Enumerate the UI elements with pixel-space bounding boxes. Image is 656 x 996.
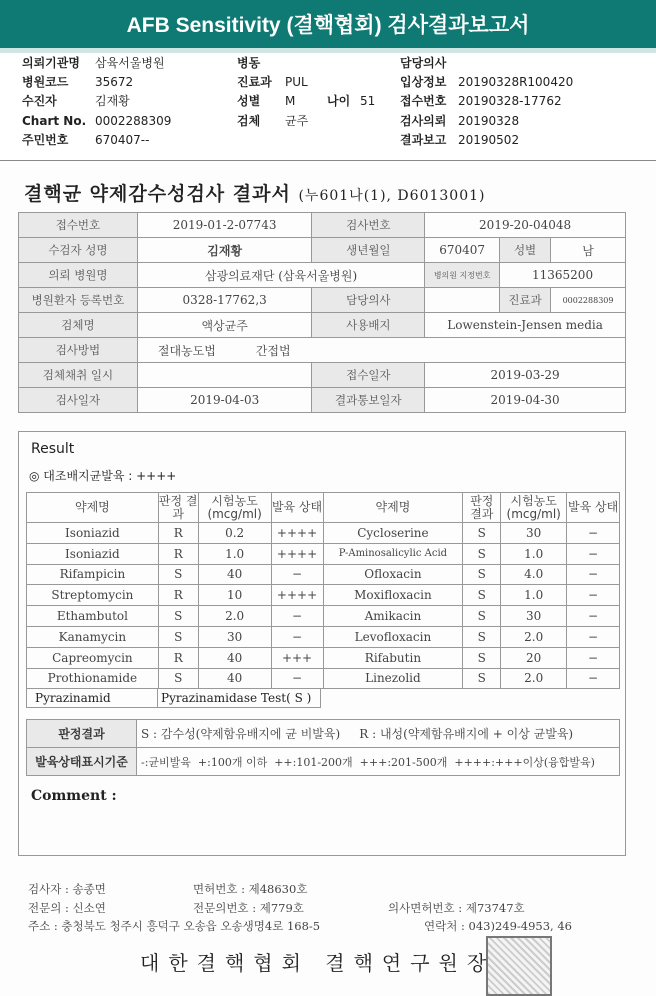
cell-label: 수검자 성명 (19, 238, 138, 263)
growth-value: − (567, 543, 620, 564)
info-row (237, 55, 285, 72)
result-label: Result (31, 441, 75, 457)
table-row (27, 626, 620, 647)
info-label: 접수번호 (400, 94, 447, 108)
drug-name: Amikacin (323, 606, 463, 627)
cell-value: 0002288309 (551, 288, 626, 313)
comment-label: Comment : (31, 788, 117, 804)
method-absolute: 절대농도법 (157, 343, 216, 358)
header-growth: 발육 상태 (271, 493, 323, 523)
conc-value: 2.0 (501, 626, 567, 647)
drug-name: Levofloxacin (323, 626, 463, 647)
header-drug: 약제명 (323, 493, 463, 523)
info-value: 670407-- (95, 133, 150, 147)
judge-value: R (158, 523, 198, 544)
info-label: 검사의뢰 (400, 114, 447, 128)
info-row (22, 55, 165, 72)
judge-value: S (463, 647, 501, 668)
info-label: 수진자 (22, 94, 57, 108)
info-label: 검체 (237, 114, 261, 128)
info-row (400, 113, 519, 130)
drug-name: Isoniazid (27, 523, 159, 544)
drug-name: Cycloserine (323, 523, 463, 544)
cell-label: 검체채취 일시 (19, 363, 138, 388)
info-value: 35672 (95, 75, 134, 89)
conc-value: 40 (198, 668, 271, 689)
cell-value: 11365200 (500, 263, 626, 288)
conc-value: 0.2 (198, 523, 271, 544)
report-title (24, 179, 485, 206)
info-label: 담당의사 (400, 56, 447, 70)
header-conc: 시험농도 (mcg/ml) (501, 493, 567, 523)
conc-value: 4.0 (501, 564, 567, 585)
drug-name: Moxifloxacin (323, 585, 463, 606)
info-label: 의뢰기관명 (22, 56, 80, 70)
cell-divider (157, 689, 158, 708)
cell-label: 병원환자 등록번호 (19, 288, 138, 313)
conc-value: 40 (198, 564, 271, 585)
judge-value: S (463, 585, 501, 606)
judge-value: S (158, 668, 198, 689)
judge-value: R (158, 543, 198, 564)
cell-value: Lowenstein-Jensen media (425, 313, 626, 338)
info-row (400, 132, 519, 149)
info-value: 20190328-17762 (458, 94, 562, 108)
cell-value: 0328-17762,3 (137, 288, 312, 313)
report-title-code: (누601나(1), D6013001) (298, 188, 486, 204)
result-box (18, 431, 626, 856)
info-row (22, 93, 130, 110)
info-value: 20190502 (458, 133, 520, 147)
info-value: 20190328R100420 (458, 75, 574, 89)
growth-value: − (567, 606, 620, 627)
address: 주소 : 충청북도 청주시 흥덕구 오송읍 오송생명4로 168-5 (28, 919, 321, 933)
growth-std-text: -:균비발육 +:100개 이하 ++:101-200개 +++:201-500개 ++++:+++이상(융합발육) (137, 748, 620, 776)
pyrazinamide-row (26, 688, 321, 708)
table-row (27, 668, 620, 689)
drug-name: Prothionamide (27, 668, 159, 689)
cell-value: 2019-20-04048 (425, 213, 626, 238)
cell-label: 검사번호 (312, 213, 425, 238)
growth-value: − (271, 606, 323, 627)
table-row (27, 543, 620, 564)
info-label: 입상정보 (400, 75, 447, 89)
cell-label: 검체명 (19, 313, 138, 338)
header-divider (0, 48, 656, 53)
cell-label: 접수번호 (19, 213, 138, 238)
info-label: 결과보고 (400, 133, 447, 147)
cell-value: 670407 (425, 238, 500, 263)
drug-name: Isoniazid (27, 543, 159, 564)
cell-label: 검사방법 (19, 338, 138, 363)
drug-name: P-Aminosalicylic Acid (323, 543, 463, 564)
growth-value: − (271, 626, 323, 647)
judgement-label: 판정결과 (27, 720, 137, 748)
judge-value: S (158, 606, 198, 627)
cell-value: 2019-01-2-07743 (137, 213, 312, 238)
specialist: 전문의 : 신소연 (28, 901, 106, 915)
growth-value: − (271, 564, 323, 585)
info-row (237, 93, 295, 110)
info-row (237, 113, 308, 130)
growth-value: − (567, 626, 620, 647)
cell-value: 남 (551, 238, 626, 263)
info-label: 병동 (237, 56, 261, 70)
cell-value (137, 363, 312, 388)
growth-value: − (567, 523, 620, 544)
header-judge: 판정 결과 (463, 493, 501, 523)
drug-name: Rifabutin (323, 647, 463, 668)
cell-value: 액상균주 (137, 313, 312, 338)
info-label: 진료과 (237, 75, 272, 89)
info-label: Chart No. (22, 114, 87, 128)
growth-value: − (271, 668, 323, 689)
conc-value: 1.0 (198, 543, 271, 564)
table-row (27, 585, 620, 606)
info-label: 병원코드 (22, 75, 69, 89)
info-label: 성별 (237, 94, 261, 108)
info-value: 0002288309 (95, 114, 172, 128)
growth-value: ++++ (271, 523, 323, 544)
drug-name: Rifampicin (27, 564, 159, 585)
judge-value: S (463, 606, 501, 627)
specialist-no: 전문의번호 : 제779호 (193, 901, 304, 915)
info-label: 주민번호 (22, 133, 69, 147)
header-judge: 판정 결과 (158, 493, 198, 521)
conc-value: 30 (501, 523, 567, 544)
judge-value: S (463, 523, 501, 544)
report-title-text: 결핵균 약제감수성검사 결과서 (24, 183, 291, 205)
drug-name: Capreomycin (27, 647, 159, 668)
drug-name: Ethambutol (27, 606, 159, 627)
official-seal (486, 936, 552, 996)
info-row (400, 55, 458, 72)
info-row (400, 74, 573, 91)
drug-result-table (26, 492, 620, 689)
patient-info-table (18, 212, 626, 413)
info-row (237, 74, 308, 91)
judge-value: S (158, 626, 198, 647)
method-indirect: 간접법 (255, 343, 291, 358)
cell-label: 의뢰 병원명 (19, 263, 138, 288)
conc-value: 2.0 (198, 606, 271, 627)
info-value: PUL (285, 75, 308, 89)
header-conc: 시험농도 (mcg/ml) (198, 493, 271, 523)
conc-value: 30 (501, 606, 567, 627)
info-value: 김재황 (95, 94, 130, 108)
info-row (22, 113, 171, 130)
drug-name: Linezolid (323, 668, 463, 689)
info-row (400, 93, 562, 110)
examiner: 검사자 : 송종면 (28, 882, 106, 896)
scanned-report (0, 161, 656, 996)
pyrazinamide-test: Pyrazinamidase Test( S ) (161, 691, 312, 705)
info-row (327, 93, 375, 110)
cell-label: 병의원 지정번호 (425, 263, 500, 288)
conc-value: 1.0 (501, 585, 567, 606)
judgement-text: S : 감수성(약제함유배지에 균 비발육) R : 내성(약제함유배지에 + 이상 균발육) (137, 720, 620, 748)
criteria-table (26, 719, 620, 776)
cell-value (137, 338, 625, 363)
judge-value: S (463, 626, 501, 647)
judge-value: S (463, 564, 501, 585)
conc-value: 40 (198, 647, 271, 668)
report-header-title: AFB Sensitivity (결핵협회) 검사결과보고서 (126, 14, 530, 37)
judge-value: R (158, 585, 198, 606)
growth-value: − (567, 564, 620, 585)
institution-name: 대한결핵협회 결핵연구원장 (140, 951, 496, 975)
cell-label: 진료과 (500, 288, 551, 313)
drug-name: Kanamycin (27, 626, 159, 647)
info-value: 20190328 (458, 114, 520, 128)
info-label: 나이 (327, 94, 351, 108)
cell-label: 결과통보일자 (312, 388, 425, 413)
cell-value: 2019-04-03 (137, 388, 312, 413)
header-growth: 발육 상태 (567, 493, 620, 523)
table-row (27, 564, 620, 585)
info-value: 51 (360, 94, 376, 108)
cell-label: 사용배지 (312, 313, 425, 338)
growth-value: − (567, 647, 620, 668)
judge-value: S (158, 564, 198, 585)
info-value: 균주 (285, 114, 309, 128)
doctor-license: 의사면허번호 : 제73747호 (388, 901, 525, 915)
growth-value: − (567, 585, 620, 606)
growth-value: +++ (271, 647, 323, 668)
growth-value: ++++ (271, 585, 323, 606)
conc-value: 1.0 (501, 543, 567, 564)
info-row (22, 74, 133, 91)
conc-value: 20 (501, 647, 567, 668)
info-row (22, 132, 149, 149)
cell-label: 생년월일 (312, 238, 425, 263)
report-header (0, 0, 656, 48)
cell-value: 김재황 (137, 238, 312, 263)
cell-label: 담당의사 (312, 288, 425, 313)
contact: 연락처 : 043)249-4953, 46 (424, 919, 572, 933)
judge-value: S (463, 668, 501, 689)
conc-value: 2.0 (501, 668, 567, 689)
header-drug: 약제명 (27, 493, 159, 523)
cell-value: 2019-03-29 (425, 363, 626, 388)
conc-value: 10 (198, 585, 271, 606)
cell-label: 검사일자 (19, 388, 138, 413)
cell-value: 2019-04-30 (425, 388, 626, 413)
judge-value: R (158, 647, 198, 668)
growth-std-label: 발육상태표시기준 (27, 748, 137, 776)
table-row (27, 523, 620, 544)
cell-label: 성별 (500, 238, 551, 263)
cell-label: 접수일자 (312, 363, 425, 388)
growth-value: ++++ (271, 543, 323, 564)
info-value: 삼육서울병원 (95, 56, 165, 70)
drug-name: Ofloxacin (323, 564, 463, 585)
pyrazinamide-name: Pyrazinamid (35, 691, 111, 705)
info-value: M (285, 94, 296, 108)
drug-name: Streptomycin (27, 585, 159, 606)
examiner-license: 면허번호 : 제48630호 (193, 882, 308, 896)
cell-value: 삼광의료재단 (삼육서울병원) (137, 263, 424, 288)
growth-value: − (567, 668, 620, 689)
conc-value: 30 (198, 626, 271, 647)
table-row (27, 606, 620, 627)
judge-value: S (463, 543, 501, 564)
control-growth: ◎ 대조배지균발육 : ++++ (29, 469, 177, 483)
table-row (27, 647, 620, 668)
cell-value (425, 288, 500, 313)
